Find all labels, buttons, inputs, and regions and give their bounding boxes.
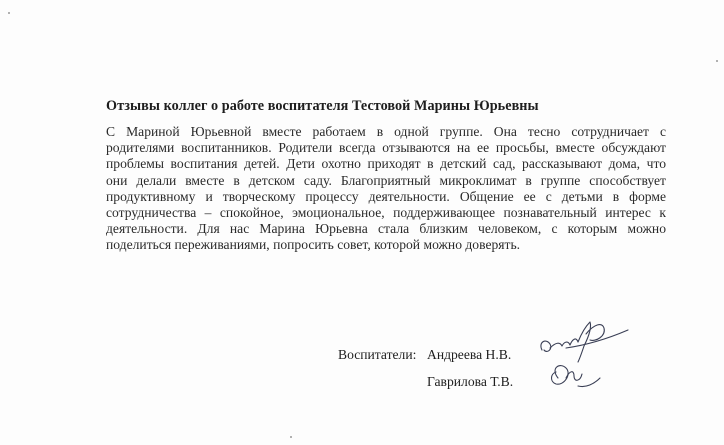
scan-speck [8, 12, 10, 14]
body-line: они делали вместе в детском саду. Благоприятный микроклимат в группе способствует [106, 172, 666, 188]
handwritten-signatures [520, 312, 630, 402]
scan-speck [290, 436, 292, 438]
signature-stroke [552, 366, 569, 385]
body-line: проблемы воспитания детей. Дети охотно приходят в детский сад, рассказывают дома, что [106, 156, 666, 172]
body-line: С Мариной Юрьевной вместе работаем в одной группе. Она тесно сотрудничает с [106, 124, 666, 139]
body-line: продуктивному и творческому процессу деятельности. Общение ее с детьми в форме [106, 188, 666, 204]
body-line: сотрудничества – спокойное, эмоциональное, поддерживающее познавательный интерес к [106, 205, 666, 221]
signatory-name-1: Андреева Н.В. [427, 347, 512, 362]
body-line: поделиться переживаниями, попросить совет, которой можно доверять. [106, 237, 521, 253]
signatures-label: Воспитатели: [338, 347, 417, 362]
signatory-name-2: Гаврилова Т.В. [427, 374, 514, 389]
scan-speck [716, 60, 718, 62]
document-body [106, 124, 666, 254]
body-line: деятельности. Для нас Марина Юрьевна стала близким человеком, с которым можно [106, 221, 666, 237]
document-title: Отзывы коллег о работе воспитателя Тестовой Марины Юрьевны [106, 98, 539, 114]
body-line: родителями воспитанников. Родители всегда отзываются на ее просьбы, вместе обсуждают [106, 140, 666, 156]
signature-stroke [578, 322, 591, 362]
signature-stroke [541, 341, 551, 351]
signature-stroke [578, 378, 600, 387]
signature-stroke [586, 325, 604, 341]
